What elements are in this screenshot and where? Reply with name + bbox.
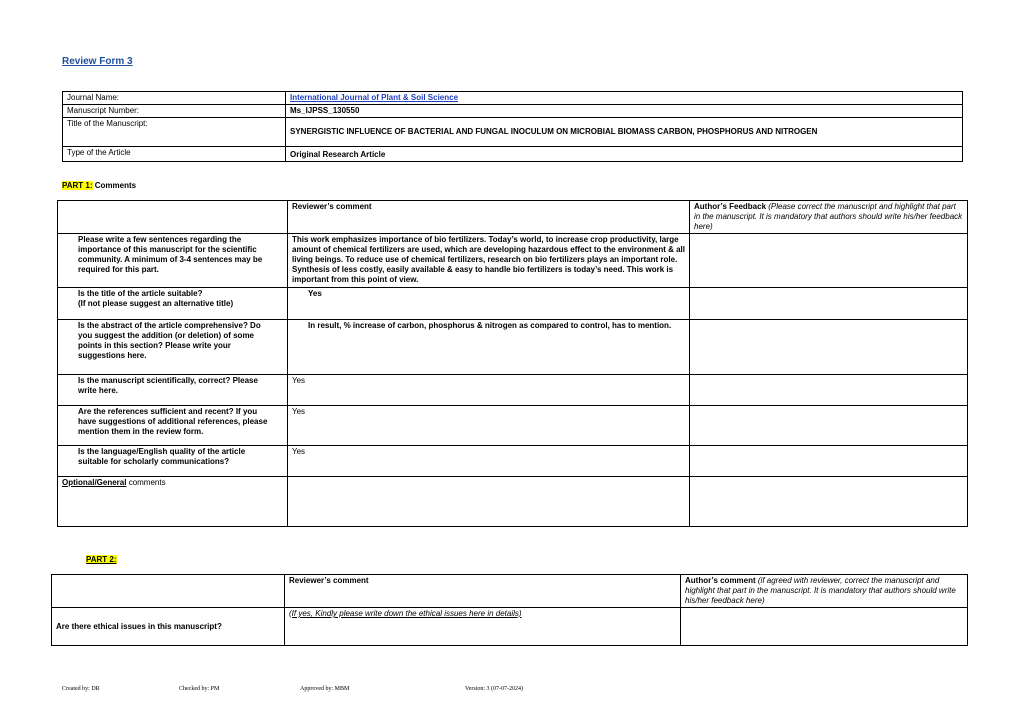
article-type: Original Research Article [286, 147, 963, 162]
question-cell: Is the title of the article suitable? (If not please suggest an alternative title) [58, 288, 288, 320]
author-feedback-cell[interactable] [690, 375, 968, 406]
part1-table [57, 200, 968, 527]
author-feedback-cell[interactable] [690, 234, 968, 288]
reviewer-comment-cell[interactable]: Yes [288, 446, 690, 477]
part2-table [51, 574, 968, 646]
reviewer-comment-cell[interactable]: Yes [288, 375, 690, 406]
table-row [58, 234, 968, 288]
ethical-author-cell[interactable] [681, 608, 968, 646]
part1-suffix: Comments [92, 181, 137, 190]
ethical-issues-row [52, 608, 968, 646]
footer-version: Version: 3 (07-07-2024) [465, 686, 523, 692]
part2-author-title: Author’s comment [685, 576, 756, 585]
part2-label: PART 2: [86, 555, 117, 564]
ethical-question: Are there ethical issues in this manuscript? [52, 608, 285, 646]
author-feedback-header [690, 201, 968, 234]
reviewer-comment-cell[interactable]: This work emphasizes importance of bio fertilizers. Today’s world, to increase crop productivity, large amount of chemical fertilizers are used, which are developing hazardous effect to the environment & all living beings. To reduce use of chemical fertilizers, research on bio fertilizers plays an important role. Synthesis of less costly, easily available & easy to handle bio fertilizers is today’s need. This work is important from this point of view. [288, 234, 690, 288]
author-feedback-title: Author’s Feedback [694, 202, 767, 211]
manuscript-number: Ms_IJPSS_130550 [286, 105, 963, 118]
author-feedback-cell[interactable] [690, 288, 968, 320]
question-cell: Are the references sufficient and recent? If you have suggestions of additional references, please mention them in the review form. [58, 406, 288, 446]
author-feedback-cell[interactable] [690, 446, 968, 477]
title-label: Title of the Manuscript: [63, 118, 286, 147]
reviewer-comment-header: Reviewer’s comment [288, 201, 690, 234]
table-row [58, 406, 968, 446]
manuscript-row [63, 105, 963, 118]
part1-header-row [58, 201, 968, 234]
question-cell: Is the language/English quality of the article suitable for scholarly communications? [58, 446, 288, 477]
author-feedback-cell[interactable] [690, 406, 968, 446]
optional-reviewer-cell[interactable] [288, 477, 690, 527]
type-label: Type of the Article [63, 147, 286, 162]
part2-header-row [52, 575, 968, 608]
question-cell: Is the abstract of the article comprehensive? Do you suggest the addition (or deletion) of some points in this section? Please write your suggestions here. [58, 320, 288, 375]
optional-comments-label [58, 477, 288, 527]
part1-heading [62, 181, 136, 190]
part2-heading [86, 555, 117, 564]
manuscript-label: Manuscript Number: [63, 105, 286, 118]
question-cell: Is the manuscript scientifically, correct? Please write here. [58, 375, 288, 406]
question-cell: Please write a few sentences regarding the importance of this manuscript for the scientific community. A minimum of 3-4 sentences may be required for this part. [58, 234, 288, 288]
reviewer-comment-cell[interactable]: Yes [288, 406, 690, 446]
reviewer-comment-cell[interactable]: Yes [288, 288, 690, 320]
table-row [58, 288, 968, 320]
part2-reviewer-header: Reviewer’s comment [285, 575, 681, 608]
title-row [63, 118, 963, 147]
author-feedback-instructions: (Please correct the manuscript and highlight that part in the manuscript. It is mandatory that authors should write his/her feedback here) [694, 202, 963, 231]
footer-created: Created by: DR [62, 686, 100, 692]
part1-label: PART 1: [62, 181, 93, 190]
journal-row [63, 92, 963, 105]
part2-blank-header [52, 575, 285, 608]
manuscript-title: SYNERGISTIC INFLUENCE OF BACTERIAL AND FUNGAL INOCULUM ON MICROBIAL BIOMASS CARBON, PHOSPHORUS AND NITROGEN [286, 118, 963, 147]
form-title: Review Form 3 [62, 56, 133, 67]
author-feedback-cell[interactable] [690, 320, 968, 375]
journal-label: Journal Name: [63, 92, 286, 105]
optional-suffix: comments [126, 478, 166, 487]
manuscript-info-table [62, 91, 963, 162]
optional-comments-row [58, 477, 968, 527]
table-row [58, 320, 968, 375]
ethical-comment-cell[interactable]: (If yes, Kindly please write down the ethical issues here in details) [285, 608, 681, 646]
type-row [63, 147, 963, 162]
journal-link[interactable]: International Journal of Plant & Soil Science [290, 93, 459, 102]
part2-author-instructions: (if agreed with reviewer, correct the manuscript and highlight that part in the manuscript. It is mandatory that authors should write his/her feedback here) [685, 576, 956, 605]
table-row [58, 446, 968, 477]
optional-author-cell[interactable] [690, 477, 968, 527]
part1-blank-header [58, 201, 288, 234]
journal-cell [286, 92, 963, 105]
part2-author-header [681, 575, 968, 608]
reviewer-comment-cell[interactable]: In result, % increase of carbon, phosphorus & nitrogen as compared to control, has to mention. [288, 320, 690, 375]
footer-approved: Approved by: MBM [300, 686, 350, 692]
table-row [58, 375, 968, 406]
footer-checked: Checked by: PM [179, 686, 220, 692]
optional-label: Optional/General [62, 478, 127, 487]
